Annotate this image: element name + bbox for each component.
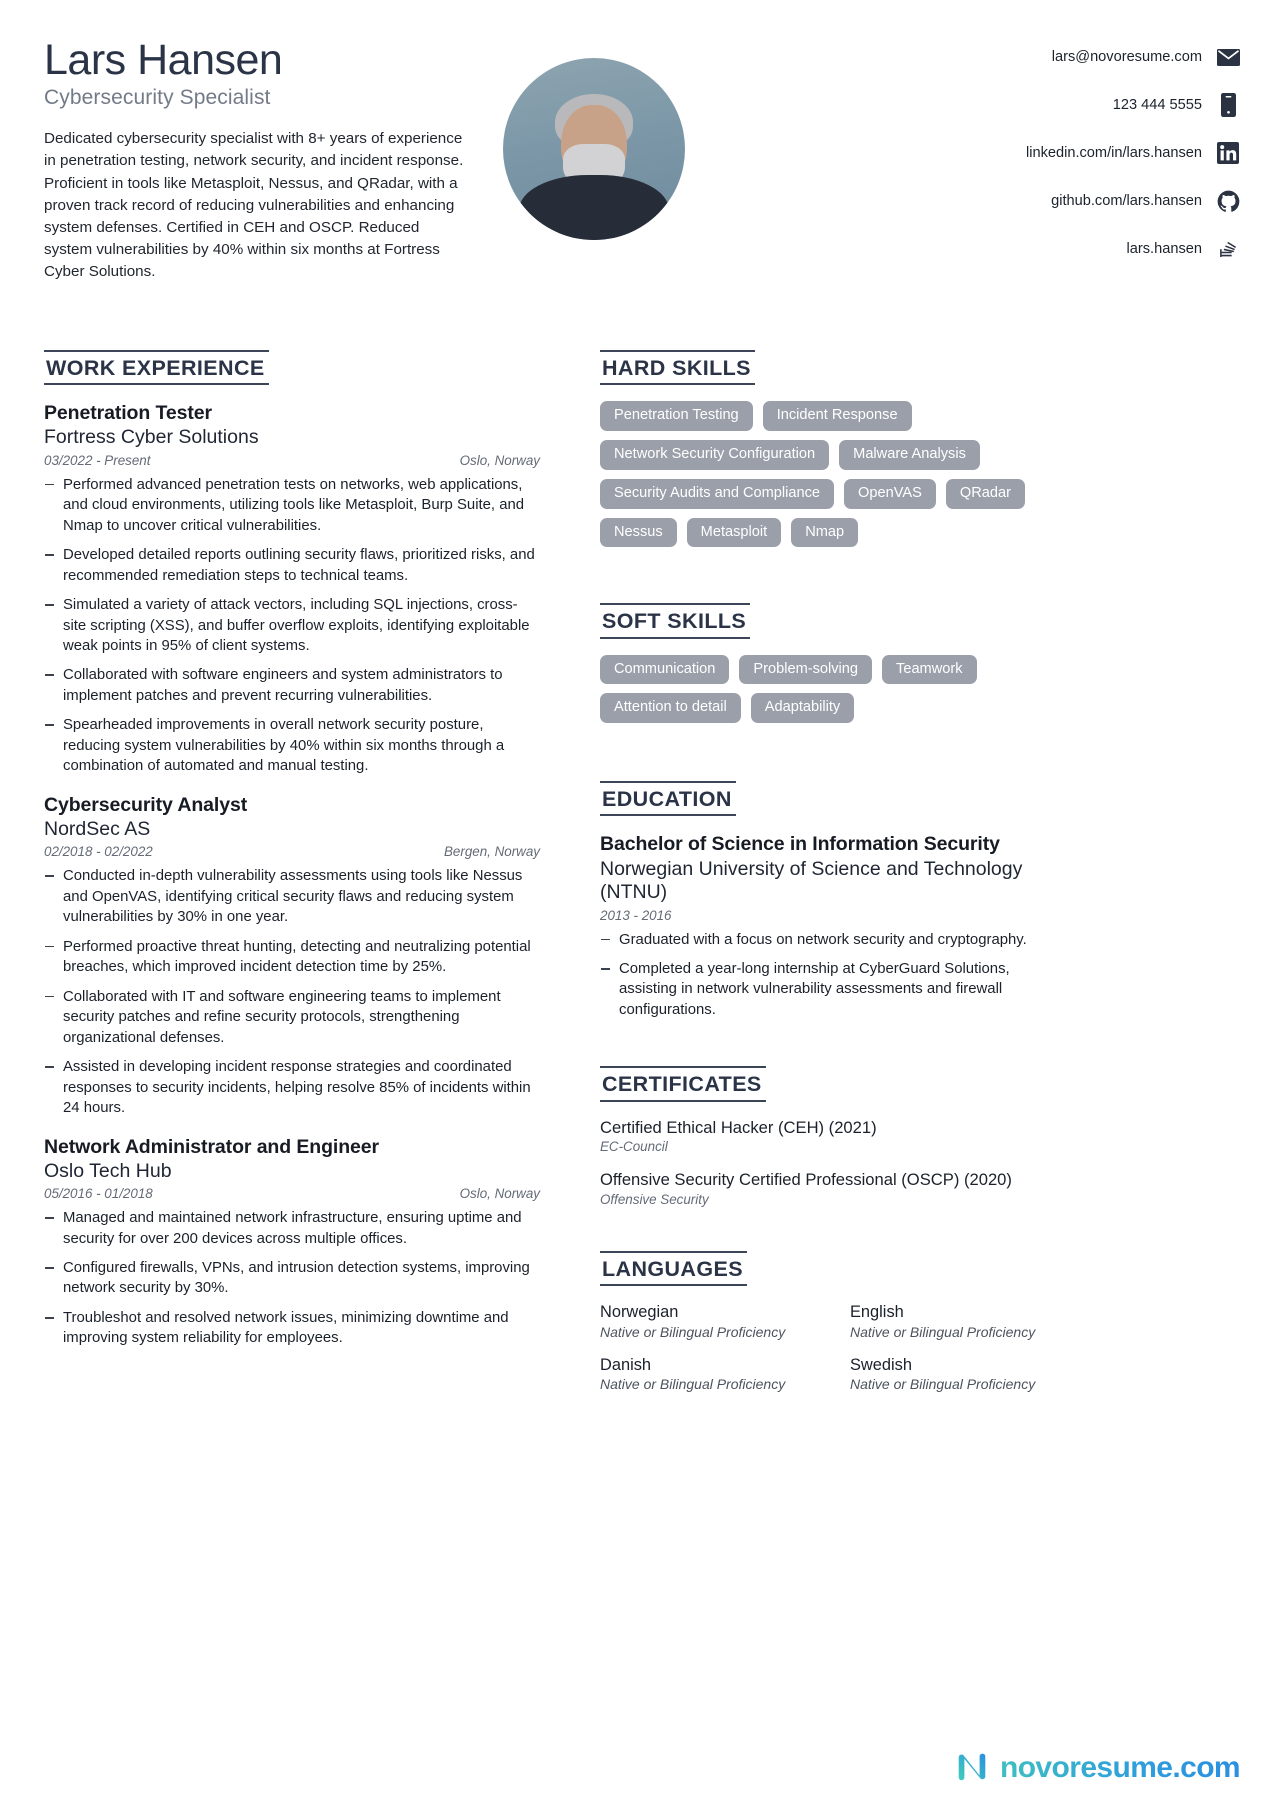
soft-skill-tag: Communication [600, 655, 729, 685]
hard-skill-tag: Nmap [791, 518, 858, 548]
github-icon [1216, 190, 1240, 213]
job-bullet: Collaborated with IT and software engineering teams to implement security patches and refine security protocols, strengthening organizational defenses. [44, 987, 540, 1048]
certificate-name: Offensive Security Certified Professional (OSCP) (2020) [600, 1170, 1012, 1190]
language-entry [600, 1303, 810, 1340]
section-heading-certificates: CERTIFICATES [600, 1066, 766, 1101]
resume-body [40, 350, 1240, 1396]
contact-linkedin-value: linkedin.com/in/lars.hansen [1025, 145, 1202, 161]
section-certificates [600, 1066, 1060, 1206]
hard-skill-tag: Metasploit [687, 518, 782, 548]
section-heading-languages: LANGUAGES [600, 1251, 747, 1286]
photo-body [519, 175, 669, 240]
hard-skill-tag: QRadar [946, 479, 1025, 509]
column-gap [540, 350, 600, 1396]
header-left [40, 36, 495, 283]
certificate-issuer: Offensive Security [600, 1191, 709, 1207]
resume-header [40, 36, 1240, 336]
job-bullet: Troubleshot and resolved network issues, minimizing downtime and improving system reliability for employees. [44, 1308, 540, 1349]
language-name: English [850, 1303, 904, 1322]
language-entry [850, 1303, 1060, 1340]
job-dates: 03/2022 - Present [44, 452, 151, 468]
education-bullet: Completed a year-long internship at CyberGuard Solutions, assisting in network vulnerability assessments and firewall configurations. [600, 959, 1060, 1020]
profile-photo [503, 58, 685, 240]
job-bullet: Performed proactive threat hunting, detecting and neutralizing potential breaches, which improved incident detection time by 25%. [44, 937, 540, 978]
novoresume-branding[interactable] [953, 1746, 1240, 1789]
contact-list [950, 44, 1240, 284]
education-bullet: Graduated with a focus on network security and cryptography. [600, 930, 1060, 950]
section-heading-education: EDUCATION [600, 781, 736, 816]
soft-skill-tag: Problem-solving [739, 655, 872, 685]
language-entry [850, 1356, 1060, 1393]
job-meta [44, 844, 540, 859]
language-name: Norwegian [600, 1303, 679, 1322]
language-level: Native or Bilingual Proficiency [850, 1376, 1036, 1393]
phone-icon [1216, 93, 1240, 117]
job-bullet: Simulated a variety of attack vectors, including SQL injections, cross-site scripting (XSS), and buffer overflow exploits, identifying exploitable weak points in 95% of client systems. [44, 595, 540, 656]
job-bullet: Collaborated with software engineers and system administrators to implement patches and prevent recurring vulnerabilities. [44, 665, 540, 706]
job-title-subtitle: Cybersecurity Specialist [44, 86, 271, 110]
hard-skill-tag: Network Security Configuration [600, 440, 829, 470]
job-location: Oslo, Norway [459, 1186, 540, 1202]
contact-row-skype[interactable] [950, 236, 1240, 262]
language-name: Danish [600, 1355, 652, 1374]
avatar [503, 58, 685, 240]
page-title: Lars Hansen [44, 36, 283, 84]
job-bullet: Managed and maintained network infrastructure, ensuring uptime and security for over 200 devices across multiple offices. [44, 1208, 540, 1249]
job-bullet: Conducted in-depth vulnerability assessments using tools like Nessus and OpenVAS, identifying critical security flaws and reducing system vulnerabilities by 30% in one year. [44, 866, 540, 927]
job-dates: 05/2016 - 01/2018 [44, 1186, 153, 1202]
linkedin-icon [1216, 142, 1240, 164]
contact-skype-value: lars.hansen [1126, 241, 1202, 257]
language-entry [600, 1356, 810, 1393]
soft-skill-tag: Attention to detail [600, 693, 741, 723]
language-name: Swedish [850, 1355, 912, 1374]
job-bullet: Assisted in developing incident response strategies and coordinated responses to security incidents, helping resolve 85% of incidents within 24 hours. [44, 1057, 540, 1118]
job-bullet-list [44, 475, 540, 777]
education-degree: Bachelor of Science in Information Security [600, 833, 1000, 856]
education-school: Norwegian University of Science and Technology (NTNU) [600, 857, 1023, 904]
certificate-entry [600, 1118, 1060, 1155]
job-bullet-list [44, 1208, 540, 1349]
left-column [40, 350, 540, 1396]
section-languages [600, 1251, 1060, 1393]
hard-skills-tag-list [600, 401, 1060, 547]
job-bullet: Performed advanced penetration tests on networks, web applications, and cloud environments, utilizing tools like Metasploit, Burp Suite, and Nmap to uncover critical vulnerabilities. [44, 475, 540, 536]
section-heading-work-experience: WORK EXPERIENCE [44, 350, 269, 385]
certificate-entry [600, 1170, 1060, 1207]
section-heading-soft-skills: SOFT SKILLS [600, 603, 750, 638]
job-entry [44, 402, 540, 777]
profile-summary: Dedicated cybersecurity specialist with 8+ years of experience in penetration testing, network security, and incident response. Proficient in tools like Metasploit, Nessus, and QRadar, with a proven track record of reducing vulnerabilities and enhancing system defenses. Certified in CEH and OSCP. Reduced system vulnerabilities by 40% within six months at Fortress Cyber Solutions. [44, 130, 464, 281]
soft-skill-tag: Teamwork [882, 655, 977, 685]
language-level: Native or Bilingual Proficiency [600, 1323, 786, 1340]
job-entry [44, 794, 540, 1119]
languages-grid [600, 1303, 1060, 1392]
section-education [600, 781, 1060, 1020]
job-bullet: Configured firewalls, VPNs, and intrusion detection systems, improving network security by 30%. [44, 1258, 540, 1299]
job-dates: 02/2018 - 02/2022 [44, 844, 153, 860]
language-level: Native or Bilingual Proficiency [600, 1376, 786, 1393]
hard-skill-tag: Incident Response [763, 401, 912, 431]
contact-row-github[interactable] [950, 188, 1240, 214]
job-entry [44, 1136, 540, 1349]
contact-row-linkedin[interactable] [950, 140, 1240, 166]
novoresume-logo-text: novoresume.com [999, 1750, 1240, 1784]
hard-skill-tag: Malware Analysis [839, 440, 980, 470]
contact-email-value: lars@novoresume.com [1051, 49, 1202, 65]
hard-skill-tag: OpenVAS [844, 479, 936, 509]
job-bullet: Developed detailed reports outlining security flaws, prioritized risks, and recommended remediation steps to technical teams. [44, 545, 540, 586]
right-column [600, 350, 1060, 1396]
contact-row-phone[interactable] [950, 92, 1240, 118]
job-bullet-list [44, 866, 540, 1118]
job-title: Cybersecurity Analyst [44, 793, 248, 816]
section-hard-skills [600, 350, 1060, 547]
job-meta [44, 453, 540, 468]
skype-icon [1216, 238, 1240, 260]
hard-skill-tag: Nessus [600, 518, 677, 548]
job-organization: NordSec AS [44, 817, 151, 840]
job-organization: Oslo Tech Hub [44, 1159, 172, 1182]
certificate-issuer: EC-Council [600, 1139, 668, 1155]
job-location: Bergen, Norway [443, 844, 540, 860]
education-bullet-list [600, 930, 1060, 1021]
contact-phone-value: 123 444 5555 [1112, 97, 1202, 113]
contact-github-value: github.com/lars.hansen [1051, 193, 1202, 209]
hard-skill-tag: Penetration Testing [600, 401, 753, 431]
section-soft-skills [600, 603, 1060, 723]
job-meta [44, 1186, 540, 1201]
hard-skill-tag: Security Audits and Compliance [600, 479, 834, 509]
job-title: Network Administrator and Engineer [44, 1135, 380, 1158]
certificate-name: Certified Ethical Hacker (CEH) (2021) [600, 1117, 877, 1137]
language-level: Native or Bilingual Proficiency [850, 1323, 1036, 1340]
job-location: Oslo, Norway [459, 452, 540, 468]
novoresume-logo-icon [953, 1746, 991, 1789]
job-title: Penetration Tester [44, 402, 212, 425]
job-organization: Fortress Cyber Solutions [44, 426, 259, 449]
email-icon [1216, 49, 1240, 66]
section-heading-hard-skills: HARD SKILLS [600, 350, 755, 385]
soft-skills-tag-list [600, 655, 1060, 724]
job-bullet: Spearheaded improvements in overall network security posture, reducing system vulnerabilities by 40% within six months through a combination of automated and manual testing. [44, 715, 540, 776]
contact-row-email[interactable] [950, 44, 1240, 70]
soft-skill-tag: Adaptability [751, 693, 854, 723]
education-dates: 2013 - 2016 [600, 907, 672, 923]
section-work-experience [44, 350, 540, 1349]
education-entry [600, 833, 1060, 1020]
